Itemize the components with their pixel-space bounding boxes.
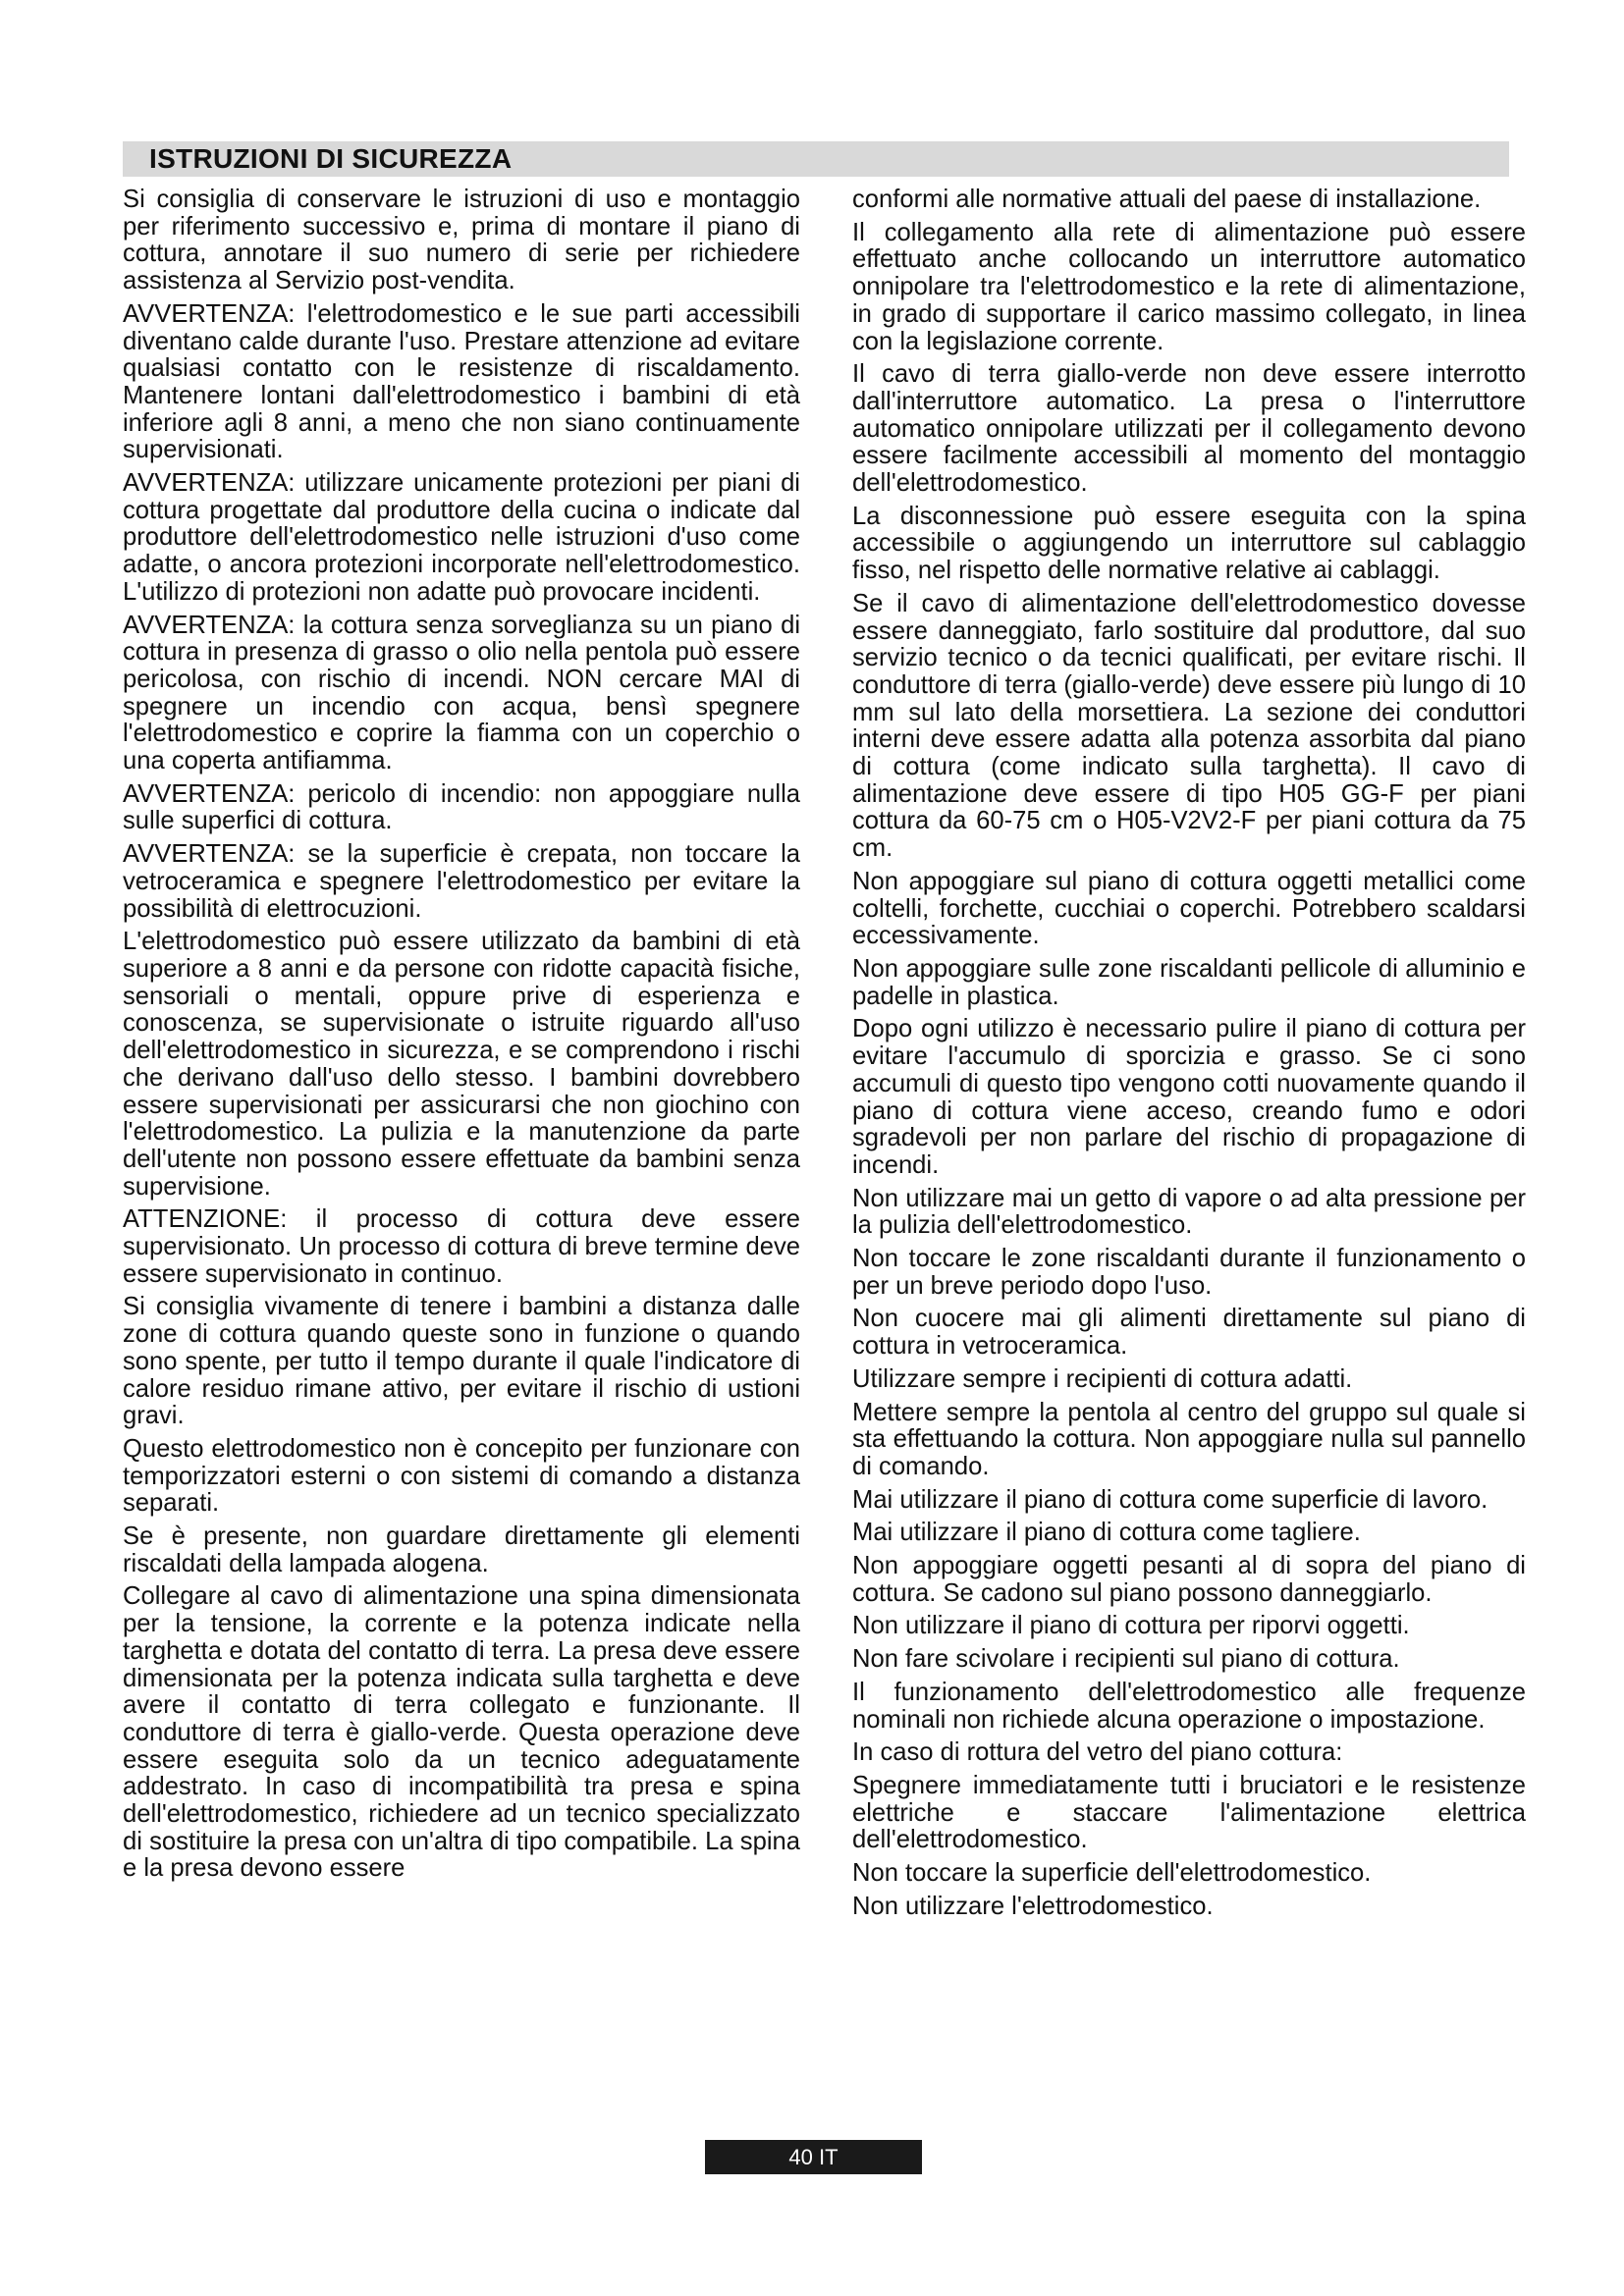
paragraph: AVVERTENZA: pericolo di incendio: non appoggiare nulla sulle superfici di cottura. bbox=[123, 779, 800, 835]
paragraph: Non appoggiare oggetti pesanti al di sopra del piano di cottura. Se cadono sul piano possono danneggiarlo. bbox=[852, 1552, 1526, 1607]
paragraph: Utilizzare sempre i recipienti di cottura adatti. bbox=[852, 1364, 1353, 1393]
paragraph: Mai utilizzare il piano di cottura come superficie di lavoro. bbox=[852, 1485, 1489, 1514]
paragraph: AVVERTENZA: la cottura senza sorveglianza su un piano di cottura in presenza di grasso o olio nella pentola può essere pericolosa, con rischio di incendi. NON cercare MAI di spegnere un incendio con acqua, bensì spegnere l'elettrodomestico e coprire la fiamma con un coperchio o una coperta antifiamma. bbox=[123, 611, 800, 775]
paragraph: Questo elettrodomestico non è concepito per funzionare con temporizzatori esterni o con sistemi di comando a distanza separati. bbox=[123, 1434, 800, 1518]
paragraph: Non toccare la superficie dell'elettrodomestico. bbox=[852, 1859, 1372, 1888]
paragraph: Non utilizzare il piano di cottura per riporvi oggetti. bbox=[852, 1612, 1410, 1640]
paragraph: Non utilizzare mai un getto di vapore o ad alta pressione per la pulizia dell'elettrodomestico. bbox=[852, 1184, 1526, 1240]
paragraph: Il cavo di terra giallo-verde non deve essere interrotto dall'interruttore automatico. La presa o l'interruttore automatico onnipolare utilizzati per il collegamento devono essere facilmente accessibili al momento del montaggio dell'elettrodomestico. bbox=[852, 360, 1526, 498]
paragraph: ATTENZIONE: il processo di cottura deve essere supervisionato. Un processo di cottura di breve termine deve essere supervisionato in continuo. bbox=[123, 1205, 800, 1288]
paragraph: AVVERTENZA: utilizzare unicamente protezioni per piani di cottura progettate dal produttore della cucina o indicate dal produttore dell'elettrodomestico nelle istruzioni d'uso come adatte, o ancora protezioni incorporate nell'elettrodomestico. L'utilizzo di protezioni non adatte può provocare incidenti. bbox=[123, 469, 800, 606]
paragraph: Se il cavo di alimentazione dell'elettrodomestico dovesse essere danneggiato, farlo sostituire dal produttore, dal suo servizio tecnico o da tecnici qualificati, per evitare rischi. Il conduttore di terra (giallo-verde) deve essere più lungo di 10 mm sul lato della morsettiera. La sezione dei conduttori interni deve essere adatta alla potenza assorbita dal piano di cottura (come indicato sulla targhetta). Il cavo di alimentazione deve essere di tipo H05 GG-F per piani cottura da 60-75 cm o H05-V2V2-F per piani cottura da 75 cm. bbox=[852, 589, 1526, 863]
paragraph: Si consiglia vivamente di tenere i bambini a distanza dalle zone di cottura quando queste sono in funzione o quando sono spente, per tutto il tempo durante il quale l'indicatore di calore residuo rimane attivo, per evitare il rischio di ustioni gravi. bbox=[123, 1293, 800, 1430]
paragraph: Collegare al cavo di alimentazione una spina dimensionata per la tensione, la corrente e la potenza indicate nella targhetta e dotata del contatto di terra. La presa deve essere dimensionata per la potenza indicata sulla targhetta e deve avere il contatto di terra collegato e funzionante. Il conduttore di terra è giallo-verde. Questa operazione deve essere eseguita solo da un tecnico adeguatamente addestrato. In caso di incompatibilità tra presa e spina dell'elettrodomestico, richiedere ad un tecnico specializzato di sostituire la presa con un'altra di tipo compatibile. La spina e la presa devono essere bbox=[123, 1582, 800, 1883]
paragraph: Non appoggiare sul piano di cottura oggetti metallici come coltelli, forchette, cucchiai o coperchi. Potrebbero scaldarsi eccessivamente. bbox=[852, 867, 1526, 950]
paragraph: Spegnere immediatamente tutti i bruciatori e le resistenze elettriche e staccare l'alimentazione elettrica dell'elettrodomestico. bbox=[852, 1771, 1526, 1854]
paragraph: Si consiglia di conservare le istruzioni di uso e montaggio per riferimento successivo e, prima di montare il piano di cottura, annotare il suo numero di serie per richiedere assistenza al Servizio post-vendita. bbox=[123, 186, 800, 295]
paragraph: AVVERTENZA: se la superficie è crepata, non toccare la vetroceramica e spegnere l'elettrodomestico per evitare la possibilità di elettrocuzioni. bbox=[123, 840, 800, 923]
paragraph: L'elettrodomestico può essere utilizzato da bambini di età superiore a 8 anni e da persone con ridotte capacità fisiche, sensoriali o mentali, oppure prive di esperienza e conoscenza, se supervisionate o istruite riguardo all'uso dell'elettrodomestico in sicurezza, e se comprendono i rischi che derivano dall'uso dello stesso. I bambini dovrebbero essere supervisionati per assicurarsi che non giochino con l'elettrodomestico. La pulizia e la manutenzione da parte dell'utente non possono essere effettuate da bambini senza supervisione. bbox=[123, 928, 800, 1201]
paragraph: Mettere sempre la pentola al centro del gruppo sul quale si sta effettuando la cottura. Non appoggiare nulla sul pannello di comando. bbox=[852, 1398, 1526, 1480]
paragraph: Non fare scivolare i recipienti sul piano di cottura. bbox=[852, 1645, 1400, 1674]
paragraph: Mai utilizzare il piano di cottura come tagliere. bbox=[852, 1519, 1361, 1547]
paragraph: Non appoggiare sulle zone riscaldanti pellicole di alluminio e padelle in plastica. bbox=[852, 954, 1526, 1010]
paragraph: Non utilizzare l'elettrodomestico. bbox=[852, 1892, 1214, 1920]
paragraph: Il funzionamento dell'elettrodomestico alle frequenze nominali non richiede alcuna operazione o impostazione. bbox=[852, 1678, 1526, 1734]
paragraph: Se è presente, non guardare direttamente gli elementi riscaldati della lampada alogena. bbox=[123, 1522, 800, 1577]
right-column bbox=[852, 187, 1526, 1926]
paragraph: La disconnessione può essere eseguita con la spina accessibile o aggiungendo un interruttore sul cablaggio fisso, nel rispetto delle normative relative ai cablaggi. bbox=[852, 502, 1526, 585]
page-number: 40 IT bbox=[705, 2140, 922, 2174]
page-title: ISTRUZIONI DI SICUREZZA bbox=[149, 143, 513, 174]
paragraph: In caso di rottura del vetro del piano cottura: bbox=[852, 1738, 1343, 1767]
left-column bbox=[123, 187, 800, 1889]
paragraph: conformi alle normative attuali del paese di installazione. bbox=[852, 186, 1482, 213]
paragraph: Il collegamento alla rete di alimentazione può essere effettuato anche collocando un interruttore automatico onnipolare tra l'elettrodomestico e la rete di alimentazione, in grado di supportare il carico massimo collegato, in linea con la legislazione corrente. bbox=[852, 218, 1526, 355]
paragraph: Non toccare le zone riscaldanti durante il funzionamento o per un breve periodo dopo l'uso. bbox=[852, 1245, 1526, 1300]
paragraph: AVVERTENZA: l'elettrodomestico e le sue parti accessibili diventano calde durante l'uso. Prestare attenzione ad evitare qualsiasi contatto con le resistenze di riscaldamento. Mantenere lontani dall'elettrodomestico i bambini di età inferiore agli 8 anni, a meno che non siano continuamente supervisionati. bbox=[123, 299, 800, 464]
section-header bbox=[123, 141, 1509, 177]
paragraph: Dopo ogni utilizzo è necessario pulire il piano di cottura per evitare l'accumulo di sporcizia e grasso. Se ci sono accumuli di questo tipo vengono cotti nuovamente quando il piano di cottura viene acceso, creando fumo e odori sgradevoli per non parlare del rischio di propagazione di incendi. bbox=[852, 1015, 1526, 1179]
paragraph: Non cuocere mai gli alimenti direttamente sul piano di cottura in vetroceramica. bbox=[852, 1305, 1526, 1361]
